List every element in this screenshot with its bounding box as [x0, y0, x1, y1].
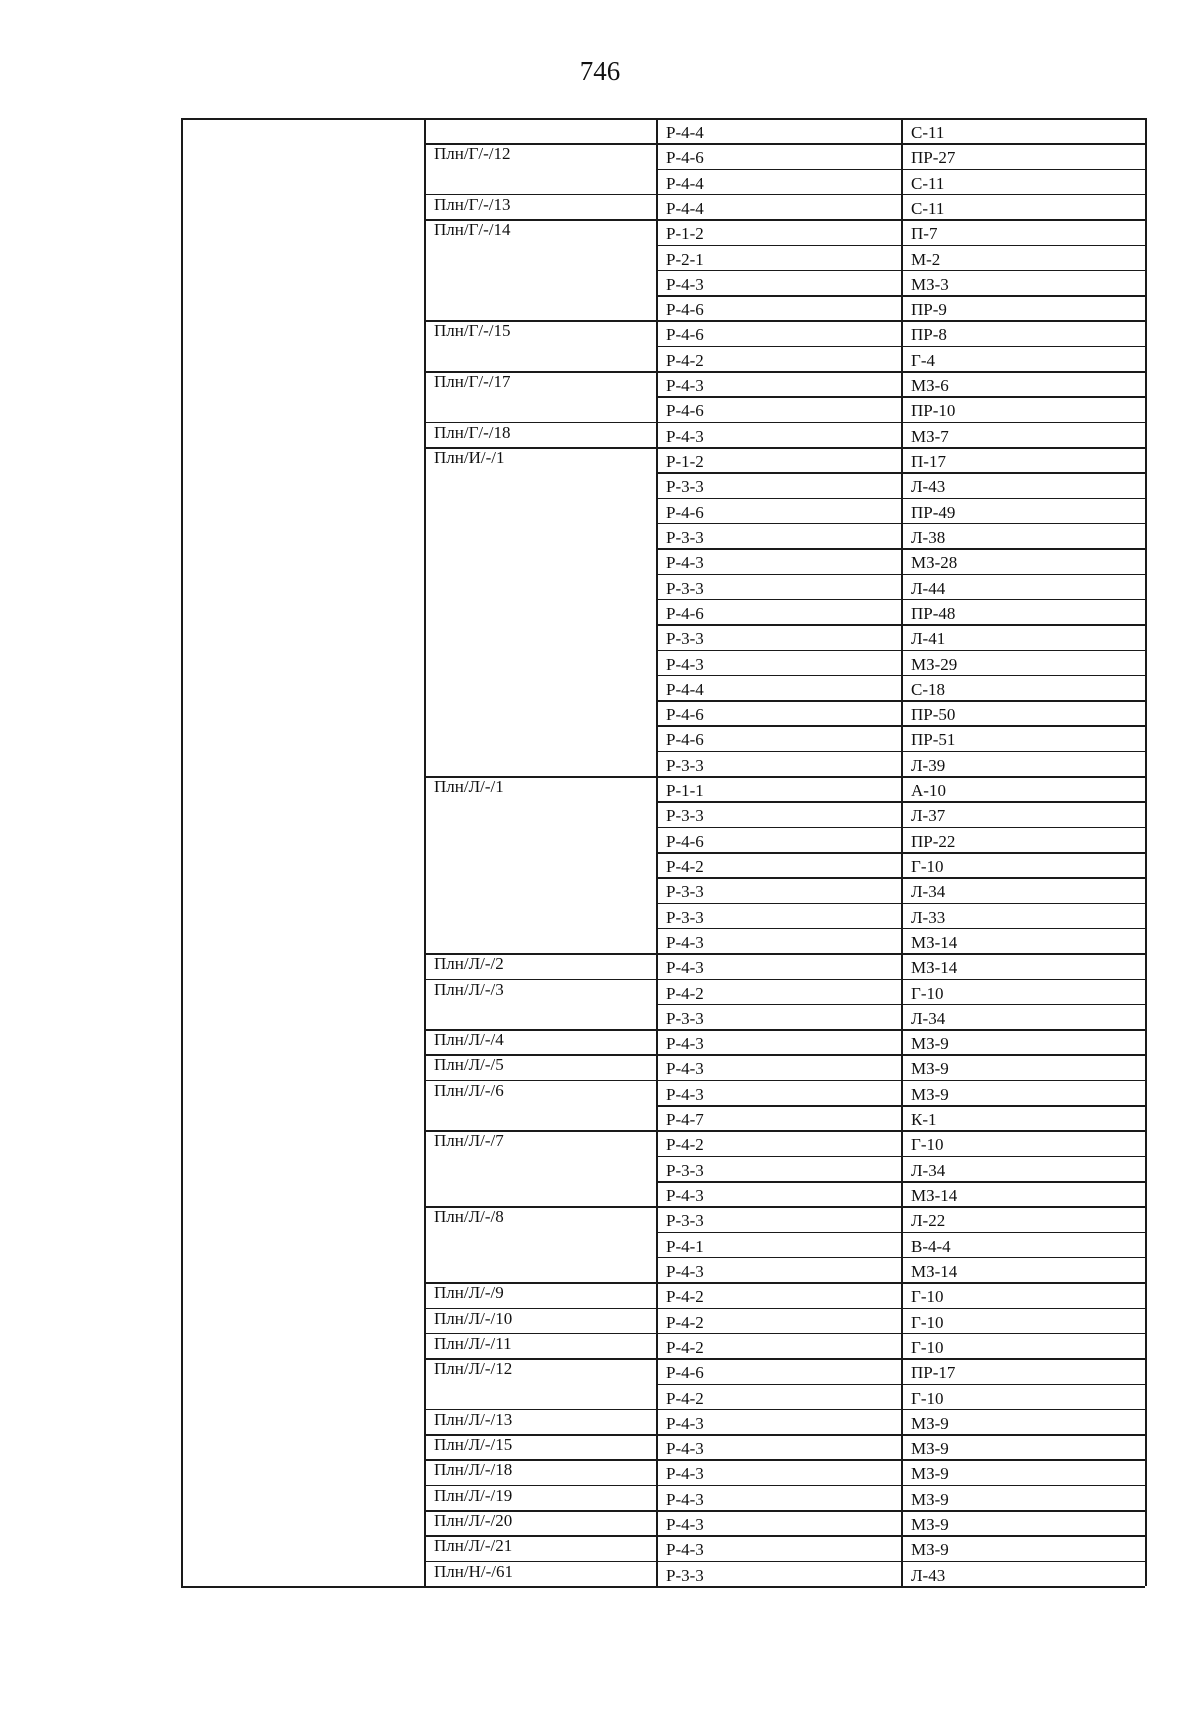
table-cell-item: Л-22: [911, 1211, 946, 1231]
table-cell-item: МЗ-9: [911, 1439, 949, 1459]
table-cell-item: А-10: [911, 781, 946, 801]
table-cell-item: С-11: [911, 198, 945, 218]
row-group-code: Плн/Г/-/18: [434, 422, 511, 442]
table-cell-item: Л-39: [911, 755, 946, 775]
row-divider: [656, 801, 1145, 803]
row-divider: [656, 624, 1145, 626]
table-cell-item: Г-10: [911, 983, 944, 1003]
table-cell-section: Р-3-3: [666, 1008, 704, 1028]
table-cell-item: ПР-49: [911, 502, 956, 522]
table-cell-item: МЗ-9: [911, 1084, 949, 1104]
table-cell-section: Р-2-1: [666, 249, 704, 269]
row-divider: [656, 776, 1145, 778]
row-divider: [656, 1333, 1145, 1335]
table-cell-section: Р-4-3: [666, 1515, 704, 1535]
table-cell-section: Р-4-4: [666, 123, 704, 142]
table-cell-section: Р-4-2: [666, 1135, 704, 1155]
table-cell-item: МЗ-14: [911, 958, 958, 978]
row-divider: [656, 1080, 1145, 1082]
row-group-code: Плн/Л/-/19: [434, 1485, 513, 1505]
table-cell-section: Р-3-3: [666, 1160, 704, 1180]
table-cell-section: Р-3-3: [666, 1565, 704, 1585]
table-cell-item: ПР-27: [911, 148, 956, 168]
row-divider: [656, 1358, 1145, 1360]
row-group-code: Плн/Л/-/18: [434, 1460, 513, 1480]
row-divider: [656, 953, 1145, 955]
table-cell-section: Р-4-3: [666, 1540, 704, 1560]
table-cell-item: Л-43: [911, 1565, 946, 1585]
table-cell-item: Л-38: [911, 527, 946, 547]
table-cell-section: Р-3-3: [666, 578, 704, 598]
table-cell-section: Р-4-3: [666, 553, 704, 573]
row-group-code: Плн/Л/-/20: [434, 1511, 513, 1531]
table-cell-item: МЗ-3: [911, 274, 949, 294]
row-group-code: Плн/Л/-/10: [434, 1308, 513, 1328]
row-divider: [656, 1535, 1145, 1537]
row-divider: [656, 700, 1145, 702]
table-cell-item: П-17: [911, 452, 946, 472]
table-cell-section: Р-4-3: [666, 1261, 704, 1281]
table-cell-section: Р-4-3: [666, 932, 704, 952]
row-divider: [656, 827, 1145, 829]
row-divider: [656, 751, 1145, 753]
row-divider: [656, 523, 1145, 525]
row-divider: [656, 1308, 1145, 1310]
row-divider: [656, 472, 1145, 474]
table-cell-item: ПР-9: [911, 300, 947, 320]
table-cell-item: Г-4: [911, 350, 935, 370]
table-cell-item: Г-10: [911, 1135, 944, 1155]
table-cell-item: МЗ-9: [911, 1464, 949, 1484]
table-cell-section: Р-4-2: [666, 350, 704, 370]
row-divider: [656, 1029, 1145, 1031]
table-cell-section: Р-4-6: [666, 705, 704, 725]
row-divider: [656, 877, 1145, 879]
row-divider: [656, 1156, 1145, 1158]
row-divider: [656, 1232, 1145, 1234]
row-divider: [656, 1282, 1145, 1284]
table-cell-item: ПР-17: [911, 1363, 956, 1383]
table-cell-section: Р-4-2: [666, 1287, 704, 1307]
column-divider: [181, 118, 183, 1586]
row-divider: [656, 371, 1145, 373]
table-cell-section: Р-4-2: [666, 1312, 704, 1332]
table-cell-item: МЗ-14: [911, 932, 958, 952]
row-divider: [656, 599, 1145, 601]
row-divider: [656, 725, 1145, 727]
table-cell-item: Г-10: [911, 1312, 944, 1332]
row-divider: [656, 270, 1145, 272]
table-cell-section: Р-4-4: [666, 679, 704, 699]
row-group-code: Плн/Г/-/12: [434, 144, 511, 164]
table-cell-section: Р-3-3: [666, 806, 704, 826]
table-cell-item: В-4-4: [911, 1236, 951, 1256]
table-cell-section: Р-4-3: [666, 1034, 704, 1054]
row-group-code: Плн/Л/-/4: [434, 1030, 504, 1050]
table-cell-section: Р-4-4: [666, 173, 704, 193]
row-group-code: Плн/Н/-/61: [434, 1561, 513, 1581]
table-cell-section: Р-4-2: [666, 983, 704, 1003]
table-cell-section: Р-1-1: [666, 781, 704, 801]
row-group-code: Плн/Г/-/13: [434, 194, 511, 214]
row-divider: [656, 295, 1145, 297]
row-group-code: Плн/Л/-/2: [434, 954, 504, 974]
table-cell-item: ПР-48: [911, 603, 956, 623]
table-cell-section: Р-4-3: [666, 654, 704, 674]
table-cell-item: ПР-10: [911, 401, 956, 421]
table-cell-section: Р-4-6: [666, 603, 704, 623]
column-divider: [424, 118, 426, 1586]
row-group-code: Плн/Л/-/15: [434, 1435, 513, 1455]
row-group-code: Плн/Л/-/11: [434, 1333, 512, 1353]
row-divider: [656, 574, 1145, 576]
row-divider: [656, 903, 1145, 905]
table-cell-item: МЗ-28: [911, 553, 958, 573]
row-divider: [656, 320, 1145, 322]
table-cell-section: Р-4-6: [666, 148, 704, 168]
row-divider: [656, 979, 1145, 981]
table-cell-item: Г-10: [911, 1287, 944, 1307]
table-cell-item: ПР-51: [911, 730, 956, 750]
table-cell-item: Л-34: [911, 1008, 946, 1028]
table-cell-item: МЗ-14: [911, 1186, 958, 1206]
table-cell-item: ПР-50: [911, 705, 956, 725]
table-cell-section: Р-3-3: [666, 907, 704, 927]
row-divider: [656, 143, 1145, 145]
row-group-code: Плн/Г/-/15: [434, 321, 511, 341]
table-cell-item: С-18: [911, 679, 945, 699]
table-cell-item: М-2: [911, 249, 941, 269]
table-cell-section: Р-4-3: [666, 1059, 704, 1079]
table-cell-section: Р-4-3: [666, 426, 704, 446]
table-cell-section: Р-4-6: [666, 1363, 704, 1383]
row-group-code: Плн/Г/-/17: [434, 372, 511, 392]
row-group-code: Плн/Л/-/21: [434, 1536, 513, 1556]
table-cell-section: Р-1-2: [666, 224, 704, 244]
table-border-bottom: [181, 1586, 1145, 1588]
table-cell-section: Р-3-3: [666, 629, 704, 649]
row-divider: [656, 422, 1145, 424]
table-border-top: [181, 118, 424, 120]
table-cell-item: МЗ-29: [911, 654, 958, 674]
table-cell-item: Г-10: [911, 1388, 944, 1408]
table-cell-section: Р-4-3: [666, 1084, 704, 1104]
table-cell-item: Л-34: [911, 1160, 946, 1180]
row-divider: [656, 650, 1145, 652]
table-cell-section: Р-4-3: [666, 958, 704, 978]
table-cell-section: Р-4-3: [666, 1489, 704, 1509]
table-cell-section: Р-4-3: [666, 1186, 704, 1206]
row-group-code: Плн/Л/-/13: [434, 1409, 513, 1429]
column-divider: [1145, 118, 1147, 1586]
row-group-code: Плн/Л/-/6: [434, 1080, 504, 1100]
table-cell-section: Р-4-4: [666, 198, 704, 218]
table-cell-section: Р-4-3: [666, 1439, 704, 1459]
table-cell-section: Р-4-6: [666, 831, 704, 851]
row-divider: [656, 245, 1145, 247]
row-divider: [656, 548, 1145, 550]
table-cell-item: Л-43: [911, 477, 946, 497]
table-cell-item: С-11: [911, 173, 945, 193]
row-divider: [656, 1257, 1145, 1259]
table-cell-section: Р-4-6: [666, 730, 704, 750]
table-cell-item: Л-44: [911, 578, 946, 598]
row-divider: [656, 396, 1145, 398]
row-divider: [656, 1004, 1145, 1006]
table-cell-item: МЗ-9: [911, 1515, 949, 1535]
table-cell-section: Р-4-7: [666, 1110, 704, 1130]
row-divider: [656, 1485, 1145, 1487]
table-border-top: [424, 118, 1145, 120]
row-divider: [656, 1206, 1145, 1208]
table-cell-section: Р-3-3: [666, 477, 704, 497]
table-cell-section: Р-4-3: [666, 376, 704, 396]
row-divider: [656, 1384, 1145, 1386]
table-cell-section: Р-3-3: [666, 882, 704, 902]
row-group-code: Плн/Л/-/9: [434, 1283, 504, 1303]
table-cell-item: МЗ-14: [911, 1261, 958, 1281]
row-group-code: Плн/Г/-/14: [434, 220, 511, 240]
row-divider: [656, 1054, 1145, 1056]
table-cell-item: К-1: [911, 1110, 937, 1130]
row-divider: [656, 1561, 1145, 1563]
table-cell-item: МЗ-9: [911, 1413, 949, 1433]
table-cell-section: Р-4-2: [666, 1337, 704, 1357]
table-cell-item: МЗ-9: [911, 1540, 949, 1560]
table-cell-item: МЗ-9: [911, 1489, 949, 1509]
row-group-code: Плн/Л/-/8: [434, 1207, 504, 1227]
table-cell-section: Р-4-2: [666, 1388, 704, 1408]
row-divider: [656, 194, 1145, 196]
table-cell-item: П-7: [911, 224, 938, 244]
row-group-code: Плн/Л/-/12: [434, 1359, 513, 1379]
row-divider: [656, 1510, 1145, 1512]
table-cell-section: Р-4-2: [666, 857, 704, 876]
row-divider: [656, 1105, 1145, 1107]
row-group-code: Плн/Л/-/7: [434, 1131, 504, 1151]
row-divider: [656, 675, 1145, 677]
row-group-code: Плн/Л/-/5: [434, 1055, 504, 1075]
table-cell-section: Р-4-6: [666, 325, 704, 345]
row-divider: [656, 498, 1145, 500]
table-cell-item: МЗ-6: [911, 376, 949, 396]
table-cell-item: С-11: [911, 123, 945, 142]
page-number: 746: [579, 56, 621, 86]
row-group-code: Плн/Л/-/1: [434, 777, 504, 797]
table-cell-section: Р-4-6: [666, 401, 704, 421]
table-cell-item: МЗ-9: [911, 1059, 949, 1079]
table-cell-section: Р-4-3: [666, 1464, 704, 1484]
row-group-code: Плн/И/-/1: [434, 448, 505, 468]
table-cell-section: Р-4-3: [666, 274, 704, 294]
table-cell-item: Г-10: [911, 1337, 944, 1357]
table-cell-section: Р-4-1: [666, 1236, 704, 1256]
table-cell-item: МЗ-7: [911, 426, 949, 446]
row-divider: [656, 1459, 1145, 1461]
table-cell-section: Р-4-6: [666, 300, 704, 320]
table-cell-section: Р-1-2: [666, 452, 704, 472]
table-cell-item: Л-34: [911, 882, 946, 902]
row-divider: [656, 219, 1145, 221]
row-divider: [656, 928, 1145, 930]
row-divider: [656, 1130, 1145, 1132]
table-cell-section: Р-3-3: [666, 527, 704, 547]
table-cell-item: Л-37: [911, 806, 946, 826]
table-cell-section: Р-3-3: [666, 1211, 704, 1231]
row-divider: [656, 447, 1145, 449]
row-divider: [656, 1181, 1145, 1183]
table-cell-item: ПР-22: [911, 831, 956, 851]
row-divider: [656, 1434, 1145, 1436]
table-cell-item: ПР-8: [911, 325, 947, 345]
table-cell-section: Р-3-3: [666, 755, 704, 775]
table-cell-section: Р-4-3: [666, 1413, 704, 1433]
row-divider: [656, 169, 1145, 171]
table-cell-item: Л-41: [911, 629, 946, 649]
row-divider: [656, 346, 1145, 348]
table-cell-item: Г-10: [911, 857, 944, 876]
table-cell-item: МЗ-9: [911, 1034, 949, 1054]
row-divider: [656, 852, 1145, 854]
row-divider: [656, 1409, 1145, 1411]
row-group-code: Плн/Л/-/3: [434, 979, 504, 999]
table-cell-section: Р-4-6: [666, 502, 704, 522]
table-cell-item: Л-33: [911, 907, 946, 927]
